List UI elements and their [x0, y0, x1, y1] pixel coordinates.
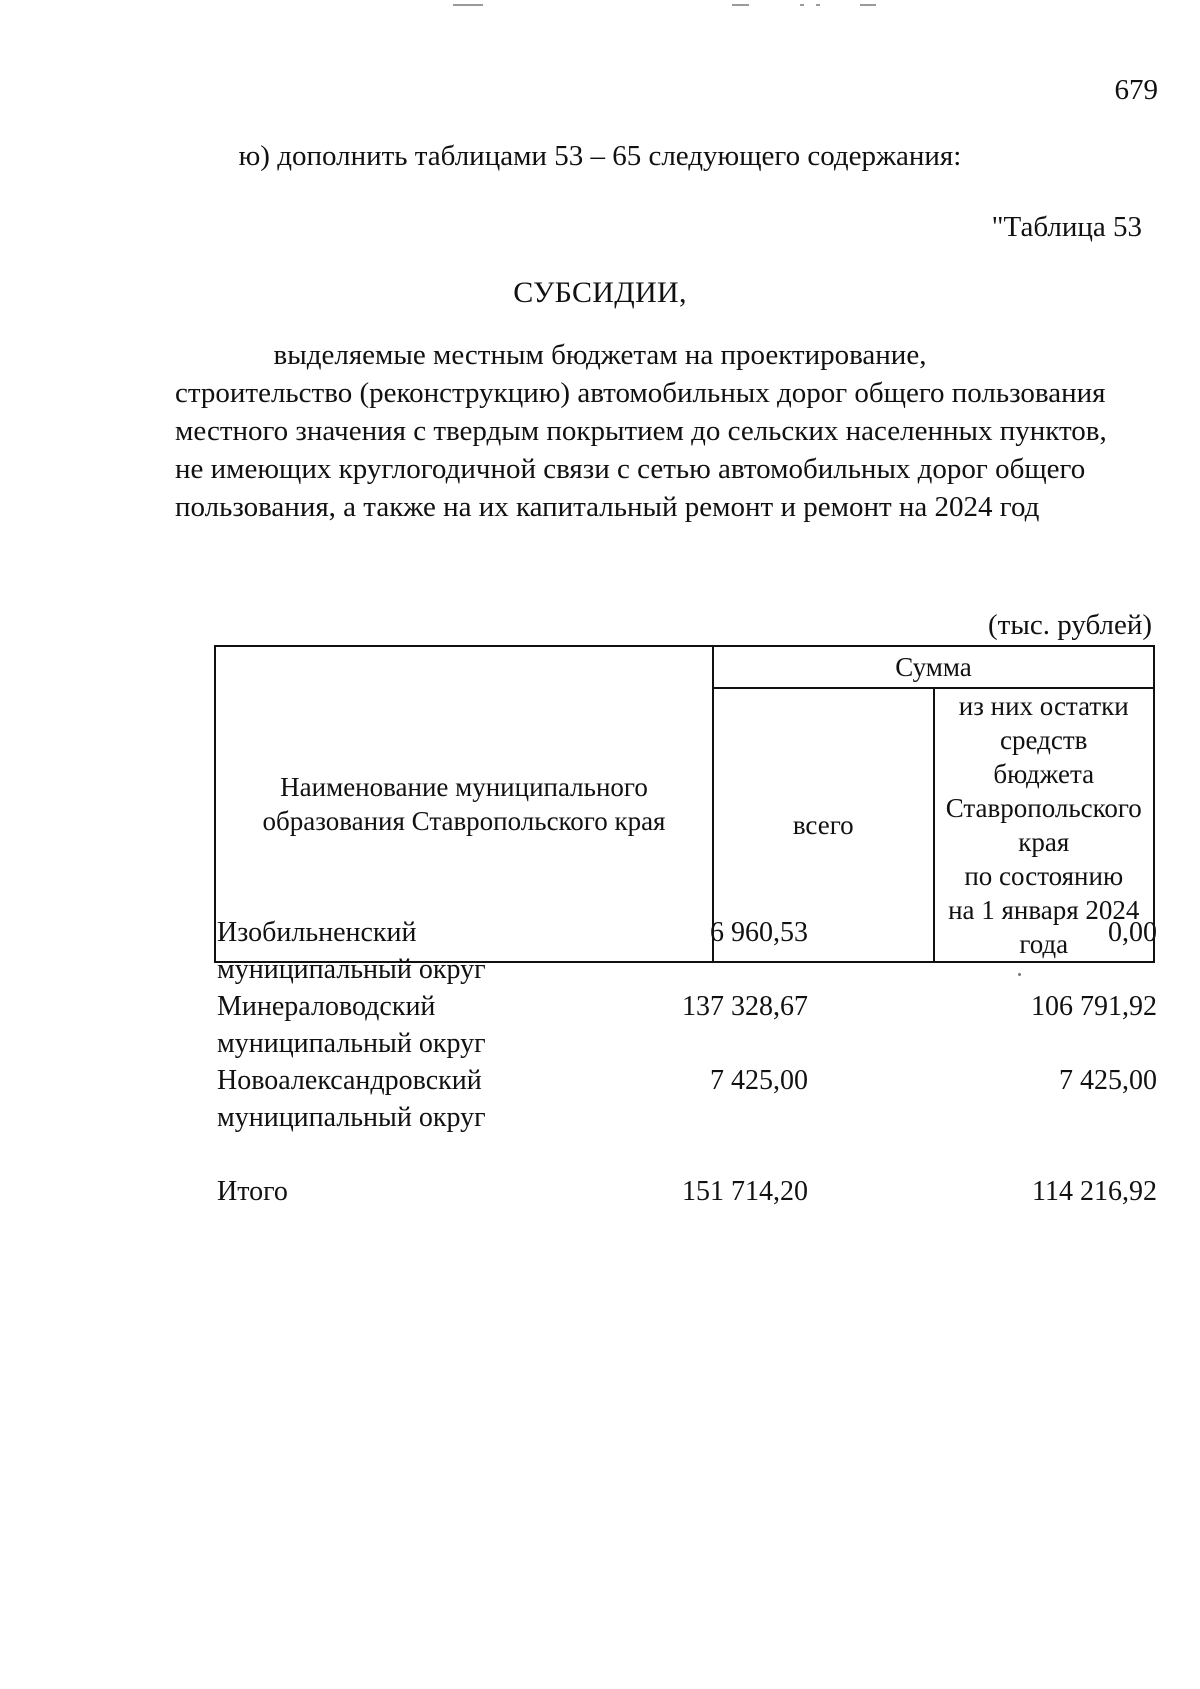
municipality-name-line: муниципальный округ	[217, 1028, 486, 1059]
table-label: "Таблица 53	[991, 211, 1142, 243]
subtitle-line: местного значения с твердым покрытием до сельских населенных пунктов,	[175, 415, 1107, 447]
header-remain-line: на 1 января 2024 года	[948, 895, 1140, 959]
table-row	[217, 1062, 1157, 1136]
header-remain-line: бюджета	[993, 759, 1095, 789]
header-sum-cell: Сумма	[713, 646, 1154, 688]
remain-value: 106 791,92	[1031, 991, 1157, 1022]
document-title: СУБСИДИИ,	[513, 276, 687, 309]
total-value: 137 328,67	[682, 991, 808, 1022]
header-name-line: образования Ставропольского края	[262, 806, 666, 836]
grand-total-value: 151 714,20	[682, 1176, 808, 1207]
total-row	[217, 1173, 1157, 1213]
header-remain-line: по состоянию	[964, 861, 1124, 891]
subtitle-line: строительство (реконструкцию) автомобильных дорог общего пользования	[175, 377, 1106, 409]
header-name-line: Наименование муниципального	[280, 772, 648, 802]
municipality-name	[217, 988, 597, 1062]
subtitle-line: пользования, а также на их капитальный ремонт и ремонт на 2024 год	[175, 491, 1040, 523]
total-value: 6 960,53	[710, 917, 808, 948]
municipality-name-line: Изобильненский	[217, 917, 417, 948]
header-remain-line: из них остатки средств	[958, 691, 1129, 755]
page-number: 679	[1114, 74, 1158, 106]
total-value: 7 425,00	[710, 1065, 808, 1096]
header-total-cell: всего	[713, 688, 934, 962]
table-row	[217, 988, 1157, 1062]
subtitle-line: выделяемые местным бюджетам на проектирование,	[273, 339, 927, 371]
municipality-name-line: Минераловодский	[217, 991, 436, 1022]
municipality-name	[217, 914, 597, 988]
table-row	[217, 914, 1157, 988]
header-remain-line: Ставропольского края	[945, 793, 1142, 857]
scan-mark	[453, 4, 483, 6]
scan-mark	[732, 4, 749, 6]
intro-text: ю) дополнить таблицами 53 – 65 следующего содержания:	[238, 140, 962, 172]
remain-value: 7 425,00	[1059, 1065, 1157, 1096]
municipality-name-line: муниципальный округ	[217, 1102, 486, 1133]
subtitle-line: не имеющих круглогодичной связи с сетью автомобильных дорог общего	[175, 453, 1086, 485]
scan-mark	[816, 4, 820, 6]
scan-mark	[800, 4, 804, 6]
units-label: (тыс. рублей)	[988, 609, 1152, 641]
scan-speck	[1018, 973, 1021, 976]
total-label: Итого	[217, 1176, 288, 1207]
scan-mark	[860, 4, 876, 6]
grand-remain-value: 114 216,92	[1032, 1176, 1157, 1207]
remain-value: 0,00	[1108, 917, 1157, 948]
municipality-name	[217, 1062, 597, 1136]
document-subtitle	[175, 336, 1107, 526]
municipality-name-line: муниципальный округ	[217, 954, 486, 985]
municipality-name-line: Новоалександровский	[217, 1065, 482, 1096]
